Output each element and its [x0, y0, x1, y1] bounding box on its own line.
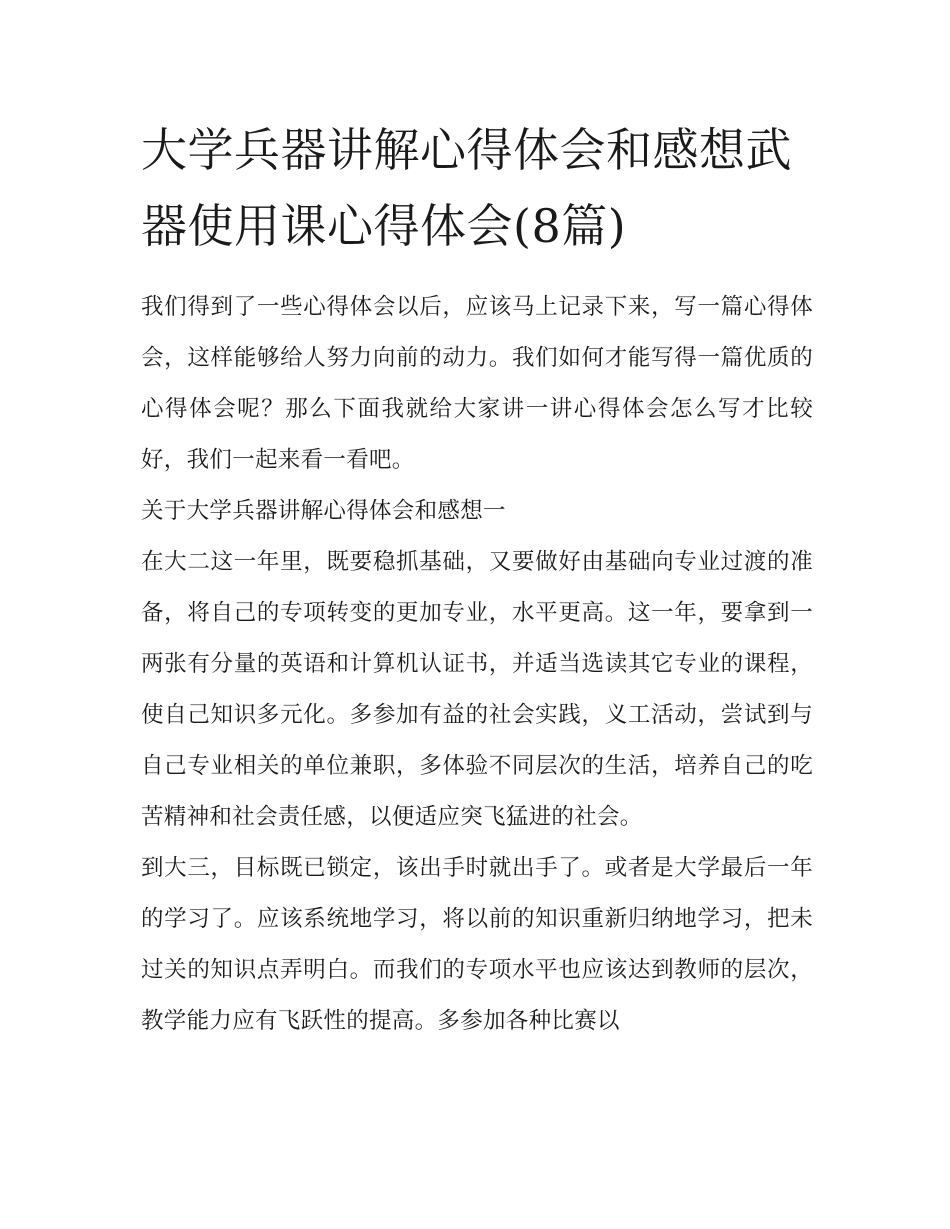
body-paragraph-1: 在大二这一年里，既要稳抓基础，又要做好由基础向专业过渡的准备，将自己的专项转变的更加专业，水平更高。这一年，要拿到一两张有分量的英语和计算机认证书，并适当选读其它专业的课程，使自己知识多元化。多参加有益的社会实践，义工活动，尝试到与自己专业相关的单位兼职，多体验不同层次的生活，培养自己的吃苦精神和社会责任感，以便适应突飞猛进的社会。 — [141, 549, 813, 830]
section-heading: 关于大学兵器讲解心得体会和感想一 — [141, 498, 506, 524]
intro-paragraph: 我们得到了一些心得体会以后，应该马上记录下来，写一篇心得体会，这样能够给人努力向前的动力。我们如何才能写得一篇优质的心得体会呢？那么下面我就给大家讲一讲心得体会怎么写才比较好，我们一起来看一看吧。 — [141, 294, 813, 473]
document-page — [141, 112, 813, 1047]
body-paragraph-2: 到大三，目标既已锁定，该出手时就出手了。或者是大学最后一年的学习了。应该系统地学习，将以前的知识重新归纳地学习，把未过关的知识点弄明白。而我们的专项水平也应该达到教师的层次，教学能力应有飞跃性的提高。多参加各种比赛以 — [141, 855, 813, 1034]
document-title: 大学兵器讲解心得体会和感想武器使用课心得体会(8篇) — [141, 123, 792, 253]
